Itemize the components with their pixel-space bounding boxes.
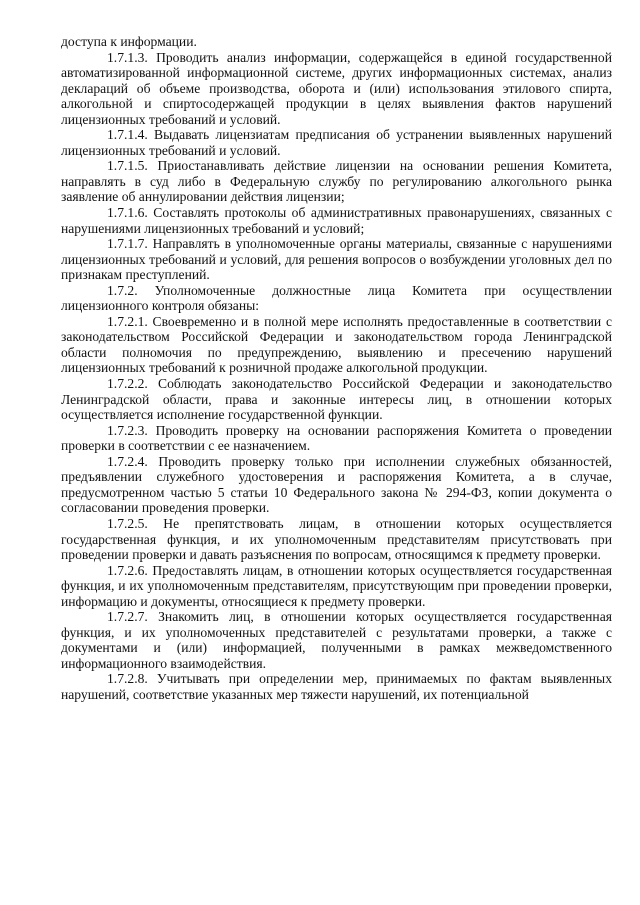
paragraph-1-7-1-6: 1.7.1.6. Составлять протоколы об административных правонарушениях, связанных с нарушениями лицензионных требований и условий; [61,205,612,236]
paragraph-1-7-2-7: 1.7.2.7. Знакомить лиц, в отношении которых осуществляется государственная функция, и их уполномоченных представителей с результатами проверки, а также с документами и (или) информацией, полученными в рамках межведомственного информационного взаимодействия. [61,609,612,671]
paragraph-1-7-1-3: 1.7.1.3. Проводить анализ информации, содержащейся в единой государственной автоматизированной информационной системе, других информационных системах, анализ деклараций об объеме производства, оборота и (или) использования этилового спирта, алкогольной и спиртосодержащей продукции в целях выявления фактов нарушений лицензионных требований и условий. [61,49,612,127]
paragraph-continuation: доступа к информации. [61,34,197,49]
paragraph-1-7-2-3: 1.7.2.3. Проводить проверку на основании распоряжения Комитета о проведении проверки в соответствии с ее назначением. [61,422,612,454]
paragraph-1-7-2-2: 1.7.2.2. Соблюдать законодательство Российской Федерации и законодательство Ленинградской области, права и законные интересы лиц, в отношении которых осуществляется исполнение государственной функции. [61,376,612,423]
paragraph-1-7-2: 1.7.2. Уполномоченные должностные лица Комитета при осуществлении лицензионного контроля обязаны: [61,282,612,314]
document-page [61,34,612,703]
paragraph-1-7-1-5: 1.7.1.5. Приостанавливать действие лицензии на основании решения Комитета, направлять в суд либо в Федеральную службу по регулированию алкогольного рынка заявление об аннулировании действия лицензии; [61,158,612,205]
paragraph-1-7-2-6: 1.7.2.6. Предоставлять лицам, в отношении которых осуществляется государственная функция, и их уполномоченным представителям, присутствующим при проведении проверки, информацию и документы, относящиеся к предмету проверки. [61,562,612,609]
paragraph-1-7-2-1: 1.7.2.1. Своевременно и в полной мере исполнять предоставленные в соответствии с законодательством Российской Федерации и законодательством города Ленинградской области полномочия по предупреждению, выявлению и пресечению нарушений лицензионных требований к розничной продаже алкогольной продукции. [61,313,612,376]
paragraph-1-7-2-5: 1.7.2.5. Не препятствовать лицам, в отношении которых осуществляется государственная функция, и их уполномоченным представителям присутствовать при проведении проверки и давать разъяснения по вопросам, относящимся к предмету проверки. [61,515,612,563]
paragraph-1-7-2-4: 1.7.2.4. Проводить проверку только при исполнении служебных обязанностей, предъявлении служебного удостоверения и распоряжения Комитета, а в случае, предусмотренном частью 5 статьи 10 Федерального закона № 294-ФЗ, копии документа о согласовании проведения проверки. [61,453,612,516]
paragraph-1-7-1-7: 1.7.1.7. Направлять в уполномоченные органы материалы, связанные с нарушениями лицензионных требований и условий, для решения вопросов о возбуждении уголовных дел по признакам преступлений. [61,236,612,283]
paragraph-1-7-1-4: 1.7.1.4. Выдавать лицензиатам предписания об устранении выявленных нарушений лицензионных требований и условий. [61,127,612,158]
paragraph-1-7-2-8: 1.7.2.8. Учитывать при определении мер, принимаемых по фактам выявленных нарушений, соответствие указанных мер тяжести нарушений, их потенциальной [61,671,612,702]
